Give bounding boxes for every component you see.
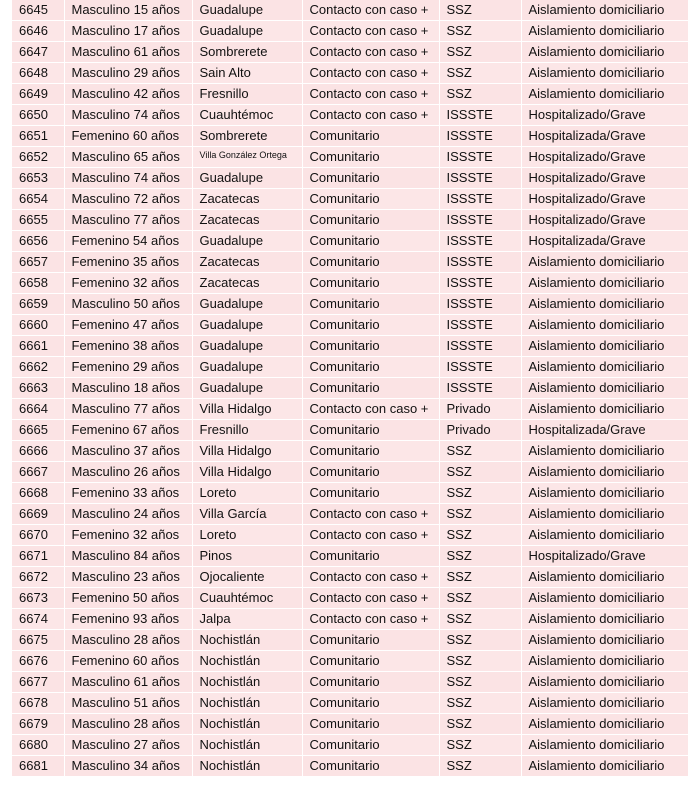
transmission-type-cell: Comunitario [302,735,439,756]
case-number-cell: 6676 [12,651,64,672]
institution-cell: SSZ [439,693,521,714]
table-row [12,273,688,294]
transmission-type-cell: Contacto con caso + [302,84,439,105]
transmission-type-cell: Comunitario [302,483,439,504]
sex-age-cell: Masculino 26 años [64,462,192,483]
transmission-type-cell: Comunitario [302,273,439,294]
status-cell: Aislamiento domiciliario [521,84,688,105]
sex-age-cell: Masculino 50 años [64,294,192,315]
case-number-cell: 6679 [12,714,64,735]
case-number-cell: 6646 [12,21,64,42]
municipality-cell: Guadalupe [192,0,302,21]
institution-cell: SSZ [439,0,521,21]
transmission-type-cell: Comunitario [302,420,439,441]
municipality-cell: Guadalupe [192,168,302,189]
status-cell: Aislamiento domiciliario [521,399,688,420]
municipality-cell: Villa García [192,504,302,525]
municipality-cell: Nochistlán [192,693,302,714]
table-row [12,336,688,357]
sex-age-cell: Masculino 15 años [64,0,192,21]
institution-cell: SSZ [439,483,521,504]
institution-cell: SSZ [439,21,521,42]
case-number-cell: 6681 [12,756,64,777]
sex-age-cell: Masculino 84 años [64,546,192,567]
municipality-cell: Guadalupe [192,21,302,42]
sex-age-cell: Femenino 60 años [64,126,192,147]
institution-cell: ISSSTE [439,210,521,231]
status-cell: Aislamiento domiciliario [521,336,688,357]
institution-cell: ISSSTE [439,168,521,189]
status-cell: Aislamiento domiciliario [521,252,688,273]
table-row [12,294,688,315]
sex-age-cell: Femenino 33 años [64,483,192,504]
institution-cell: ISSSTE [439,336,521,357]
table-row [12,630,688,651]
municipality-cell: Zacatecas [192,273,302,294]
institution-cell: ISSSTE [439,147,521,168]
institution-cell: ISSSTE [439,189,521,210]
sex-age-cell: Masculino 65 años [64,147,192,168]
municipality-cell: Fresnillo [192,84,302,105]
status-cell: Aislamiento domiciliario [521,672,688,693]
case-number-cell: 6647 [12,42,64,63]
status-cell: Aislamiento domiciliario [521,21,688,42]
municipality-cell: Villa Hidalgo [192,399,302,420]
institution-cell: SSZ [439,630,521,651]
status-cell: Aislamiento domiciliario [521,609,688,630]
transmission-type-cell: Contacto con caso + [302,588,439,609]
institution-cell: ISSSTE [439,252,521,273]
table-row [12,189,688,210]
case-number-cell: 6659 [12,294,64,315]
status-cell: Aislamiento domiciliario [521,378,688,399]
municipality-cell: Loreto [192,483,302,504]
transmission-type-cell: Comunitario [302,672,439,693]
sex-age-cell: Femenino 54 años [64,231,192,252]
case-number-cell: 6656 [12,231,64,252]
transmission-type-cell: Contacto con caso + [302,105,439,126]
status-cell: Aislamiento domiciliario [521,462,688,483]
municipality-cell: Zacatecas [192,252,302,273]
table-row [12,609,688,630]
institution-cell: SSZ [439,63,521,84]
case-number-cell: 6668 [12,483,64,504]
institution-cell: SSZ [439,525,521,546]
municipality-cell: Villa Hidalgo [192,441,302,462]
table-row [12,672,688,693]
table-row [12,399,688,420]
status-cell: Aislamiento domiciliario [521,588,688,609]
institution-cell: SSZ [439,651,521,672]
institution-cell: ISSSTE [439,273,521,294]
sex-age-cell: Femenino 60 años [64,651,192,672]
institution-cell: SSZ [439,441,521,462]
municipality-cell: Guadalupe [192,315,302,336]
table-row [12,525,688,546]
municipality-cell: Nochistlán [192,714,302,735]
table-row [12,567,688,588]
municipality-cell: Guadalupe [192,294,302,315]
table-row [12,63,688,84]
institution-cell: SSZ [439,735,521,756]
transmission-type-cell: Contacto con caso + [302,525,439,546]
table-row [12,315,688,336]
sex-age-cell: Femenino 35 años [64,252,192,273]
sex-age-cell: Masculino 42 años [64,84,192,105]
municipality-cell: Zacatecas [192,189,302,210]
institution-cell: ISSSTE [439,357,521,378]
status-cell: Aislamiento domiciliario [521,294,688,315]
municipality-cell: Sain Alto [192,63,302,84]
municipality-cell: Nochistlán [192,735,302,756]
transmission-type-cell: Comunitario [302,714,439,735]
transmission-type-cell: Comunitario [302,462,439,483]
institution-cell: SSZ [439,714,521,735]
transmission-type-cell: Contacto con caso + [302,21,439,42]
table-row [12,735,688,756]
sex-age-cell: Masculino 77 años [64,399,192,420]
transmission-type-cell: Comunitario [302,378,439,399]
table-row [12,21,688,42]
municipality-cell: Guadalupe [192,336,302,357]
status-cell: Aislamiento domiciliario [521,0,688,21]
case-number-cell: 6674 [12,609,64,630]
municipality-cell: Sombrerete [192,42,302,63]
transmission-type-cell: Comunitario [302,546,439,567]
sex-age-cell: Masculino 24 años [64,504,192,525]
institution-cell: ISSSTE [439,315,521,336]
status-cell: Aislamiento domiciliario [521,756,688,777]
sex-age-cell: Femenino 93 años [64,609,192,630]
case-number-cell: 6654 [12,189,64,210]
municipality-cell: Nochistlán [192,651,302,672]
case-number-cell: 6651 [12,126,64,147]
table-row [12,483,688,504]
case-number-cell: 6680 [12,735,64,756]
case-number-cell: 6653 [12,168,64,189]
institution-cell: ISSSTE [439,126,521,147]
case-number-cell: 6666 [12,441,64,462]
case-number-cell: 6663 [12,378,64,399]
status-cell: Hospitalizada/Grave [521,231,688,252]
status-cell: Aislamiento domiciliario [521,441,688,462]
sex-age-cell: Femenino 32 años [64,273,192,294]
case-number-cell: 6662 [12,357,64,378]
table-row [12,378,688,399]
municipality-cell: Cuauhtémoc [192,588,302,609]
transmission-type-cell: Comunitario [302,189,439,210]
institution-cell: SSZ [439,546,521,567]
transmission-type-cell: Comunitario [302,651,439,672]
status-cell: Aislamiento domiciliario [521,273,688,294]
sex-age-cell: Femenino 50 años [64,588,192,609]
municipality-cell: Guadalupe [192,231,302,252]
transmission-type-cell: Contacto con caso + [302,399,439,420]
table-row [12,693,688,714]
transmission-type-cell: Comunitario [302,210,439,231]
case-number-cell: 6648 [12,63,64,84]
institution-cell: ISSSTE [439,105,521,126]
institution-cell: ISSSTE [439,231,521,252]
sex-age-cell: Masculino 27 años [64,735,192,756]
status-cell: Hospitalizado/Grave [521,210,688,231]
status-cell: Aislamiento domiciliario [521,483,688,504]
table-row [12,357,688,378]
table-row [12,462,688,483]
table-row [12,504,688,525]
sex-age-cell: Masculino 51 años [64,693,192,714]
institution-cell: Privado [439,399,521,420]
table-row [12,42,688,63]
municipality-cell: Nochistlán [192,672,302,693]
status-cell: Aislamiento domiciliario [521,567,688,588]
municipality-cell: Fresnillo [192,420,302,441]
sex-age-cell: Femenino 47 años [64,315,192,336]
status-cell: Hospitalizado/Grave [521,189,688,210]
status-cell: Hospitalizado/Grave [521,147,688,168]
case-number-cell: 6645 [12,0,64,21]
transmission-type-cell: Comunitario [302,147,439,168]
institution-cell: SSZ [439,756,521,777]
status-cell: Aislamiento domiciliario [521,315,688,336]
transmission-type-cell: Comunitario [302,315,439,336]
table-row [12,168,688,189]
table-row [12,0,688,21]
sex-age-cell: Femenino 29 años [64,357,192,378]
transmission-type-cell: Comunitario [302,252,439,273]
institution-cell: SSZ [439,567,521,588]
table-row [12,441,688,462]
status-cell: Aislamiento domiciliario [521,714,688,735]
case-number-cell: 6661 [12,336,64,357]
case-number-cell: 6652 [12,147,64,168]
institution-cell: ISSSTE [439,378,521,399]
transmission-type-cell: Contacto con caso + [302,42,439,63]
sex-age-cell: Masculino 74 años [64,105,192,126]
table-row [12,147,688,168]
institution-cell: SSZ [439,84,521,105]
case-number-cell: 6673 [12,588,64,609]
status-cell: Aislamiento domiciliario [521,651,688,672]
table-row [12,252,688,273]
table-row [12,210,688,231]
transmission-type-cell: Comunitario [302,336,439,357]
municipality-cell: Pinos [192,546,302,567]
transmission-type-cell: Contacto con caso + [302,63,439,84]
institution-cell: Privado [439,420,521,441]
table-row [12,756,688,777]
sex-age-cell: Masculino 17 años [64,21,192,42]
transmission-type-cell: Contacto con caso + [302,609,439,630]
transmission-type-cell: Comunitario [302,630,439,651]
table-row [12,588,688,609]
case-number-cell: 6658 [12,273,64,294]
sex-age-cell: Masculino 37 años [64,441,192,462]
table-row [12,105,688,126]
case-number-cell: 6657 [12,252,64,273]
transmission-type-cell: Comunitario [302,126,439,147]
transmission-type-cell: Comunitario [302,294,439,315]
institution-cell: ISSSTE [439,294,521,315]
status-cell: Aislamiento domiciliario [521,357,688,378]
case-number-cell: 6669 [12,504,64,525]
status-cell: Aislamiento domiciliario [521,525,688,546]
institution-cell: SSZ [439,42,521,63]
table-row [12,546,688,567]
municipality-cell: Sombrerete [192,126,302,147]
sex-age-cell: Femenino 38 años [64,336,192,357]
municipality-cell: Cuauhtémoc [192,105,302,126]
case-number-cell: 6671 [12,546,64,567]
sex-age-cell: Masculino 28 años [64,630,192,651]
transmission-type-cell: Contacto con caso + [302,567,439,588]
status-cell: Aislamiento domiciliario [521,630,688,651]
status-cell: Aislamiento domiciliario [521,42,688,63]
institution-cell: SSZ [439,672,521,693]
sex-age-cell: Masculino 61 años [64,672,192,693]
status-cell: Hospitalizado/Grave [521,105,688,126]
transmission-type-cell: Comunitario [302,357,439,378]
status-cell: Hospitalizada/Grave [521,420,688,441]
institution-cell: SSZ [439,588,521,609]
case-table [12,0,689,777]
case-number-cell: 6649 [12,84,64,105]
transmission-type-cell: Comunitario [302,231,439,252]
table-row [12,714,688,735]
status-cell: Aislamiento domiciliario [521,735,688,756]
municipality-cell: Jalpa [192,609,302,630]
institution-cell: SSZ [439,504,521,525]
sex-age-cell: Femenino 32 años [64,525,192,546]
table-row [12,126,688,147]
table-row [12,231,688,252]
sex-age-cell: Masculino 34 años [64,756,192,777]
sex-age-cell: Masculino 28 años [64,714,192,735]
case-number-cell: 6650 [12,105,64,126]
transmission-type-cell: Contacto con caso + [302,0,439,21]
table-row [12,84,688,105]
case-table-container [12,0,688,777]
status-cell: Hospitalizado/Grave [521,546,688,567]
case-number-cell: 6664 [12,399,64,420]
table-row [12,420,688,441]
sex-age-cell: Masculino 61 años [64,42,192,63]
institution-cell: SSZ [439,462,521,483]
case-number-cell: 6675 [12,630,64,651]
sex-age-cell: Masculino 74 años [64,168,192,189]
municipality-cell: Villa González Ortega [192,147,302,168]
case-number-cell: 6660 [12,315,64,336]
municipality-cell: Guadalupe [192,378,302,399]
case-number-cell: 6678 [12,693,64,714]
case-table-body [12,0,688,777]
municipality-cell: Guadalupe [192,357,302,378]
sex-age-cell: Masculino 29 años [64,63,192,84]
case-number-cell: 6667 [12,462,64,483]
institution-cell: SSZ [439,609,521,630]
status-cell: Hospitalizada/Grave [521,126,688,147]
sex-age-cell: Masculino 18 años [64,378,192,399]
transmission-type-cell: Comunitario [302,756,439,777]
case-number-cell: 6655 [12,210,64,231]
municipality-cell: Zacatecas [192,210,302,231]
sex-age-cell: Masculino 77 años [64,210,192,231]
case-number-cell: 6677 [12,672,64,693]
case-number-cell: 6665 [12,420,64,441]
transmission-type-cell: Comunitario [302,168,439,189]
status-cell: Aislamiento domiciliario [521,504,688,525]
table-row [12,651,688,672]
municipality-cell: Nochistlán [192,756,302,777]
transmission-type-cell: Comunitario [302,693,439,714]
sex-age-cell: Masculino 72 años [64,189,192,210]
case-number-cell: 6672 [12,567,64,588]
municipality-cell: Villa Hidalgo [192,462,302,483]
sex-age-cell: Femenino 67 años [64,420,192,441]
municipality-cell: Ojocaliente [192,567,302,588]
sex-age-cell: Masculino 23 años [64,567,192,588]
status-cell: Hospitalizado/Grave [521,168,688,189]
municipality-cell: Loreto [192,525,302,546]
transmission-type-cell: Comunitario [302,441,439,462]
transmission-type-cell: Contacto con caso + [302,504,439,525]
status-cell: Aislamiento domiciliario [521,693,688,714]
status-cell: Aislamiento domiciliario [521,63,688,84]
case-number-cell: 6670 [12,525,64,546]
municipality-cell: Nochistlán [192,630,302,651]
